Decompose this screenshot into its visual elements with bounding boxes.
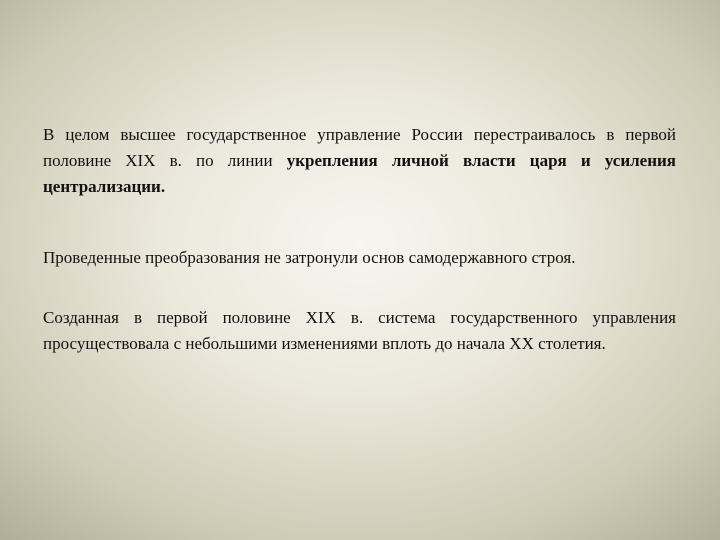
paragraph-1-text: В целом высшее государственное управление России перестраивалось в первой половине XIX в. по линии [43, 125, 676, 170]
paragraph-1-emphasis: укрепления личной власти царя и усиления централизации. [43, 151, 676, 196]
paragraph-2-text: Проведенные преобразования не затронули основ самодержавного строя. [43, 248, 576, 267]
paragraph-3 [43, 305, 676, 357]
paragraph-1 [43, 122, 676, 200]
paragraph-2 [43, 245, 676, 271]
paragraph-3-text: Созданная в первой половине XIX в. система государственного управления просуществовала с небольшими изменениями вплоть до начала XX столетия. [43, 308, 676, 353]
slide-content [43, 122, 676, 357]
